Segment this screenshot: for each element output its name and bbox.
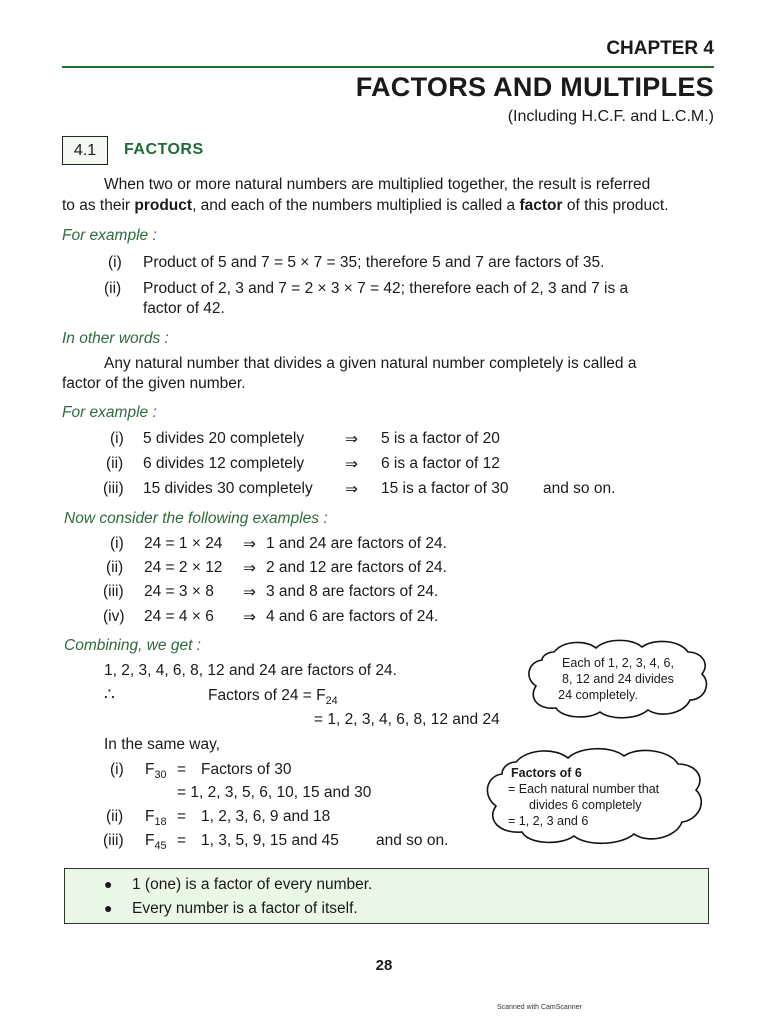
equation: 24 = 3 × 8 [144, 583, 214, 600]
list-item-continued: factor of 42. [143, 300, 225, 317]
definition-line-1: Any natural number that divides a given natural number completely is called a [104, 355, 637, 372]
therefore-symbol: ∴ [104, 685, 115, 704]
equation: 24 = 1 × 24 [144, 535, 223, 552]
f24-subscript: 24 [325, 695, 338, 707]
chapter-label: CHAPTER 4 [606, 38, 714, 59]
factor-statement: 6 is a factor of 12 [381, 455, 500, 472]
list-number: (i) [110, 430, 124, 447]
factor-set-symbol [145, 832, 167, 850]
list-item: Product of 2, 3 and 7 = 2 × 3 × 7 = 42; therefore each of 2, 3 and 7 is a [143, 280, 629, 297]
list-number: (ii) [106, 808, 124, 825]
equation-result: 4 and 6 are factors of 24. [266, 608, 439, 625]
factor-set-values: 1, 2, 3, 6, 9 and 18 [201, 808, 331, 825]
bullet-icon: ● [104, 876, 113, 892]
f24-definition [208, 687, 338, 705]
f24-values: = 1, 2, 3, 4, 6, 8, 12 and 24 [314, 711, 500, 728]
thought-cloud-icon [482, 746, 708, 848]
factor-symbol: F [145, 761, 155, 778]
intro-text: of this product. [562, 197, 669, 214]
combining-statement: 1, 2, 3, 4, 6, 8, 12 and 24 are factors of 24. [104, 662, 397, 679]
equation-result: 1 and 24 are factors of 24. [266, 535, 447, 552]
list-number: (ii) [106, 455, 124, 472]
consider-heading: Now consider the following examples : [64, 510, 328, 527]
list-number: (ii) [104, 280, 122, 297]
implies-arrow: ⇒ [345, 431, 358, 448]
key-point: 1 (one) is a factor of every number. [132, 876, 373, 893]
equation: 24 = 2 × 12 [144, 559, 223, 576]
equation-result: 2 and 12 are factors of 24. [266, 559, 447, 576]
factor-set-values: Factors of 30 [201, 761, 292, 778]
factor-set-symbol [145, 808, 167, 826]
intro-text: to as their [62, 197, 135, 214]
cloud-note-line-2: 8, 12 and 24 divides [562, 672, 674, 686]
page-title: FACTORS AND MULTIPLES [355, 72, 714, 102]
term-product: product [134, 197, 193, 214]
same-way-heading: In the same way, [104, 736, 221, 753]
factor-set-values: 1, 3, 5, 9, 15 and 45 [201, 832, 339, 849]
implies-arrow: ⇒ [345, 456, 358, 473]
intro-line-2 [62, 197, 669, 215]
f24-label: Factors of 24 = F [208, 687, 326, 704]
factor-set-symbol [145, 761, 167, 779]
definition-line-2: factor of the given number. [62, 375, 246, 392]
header-rule [62, 66, 714, 68]
factor-subscript: 30 [154, 769, 167, 781]
equation: 24 = 4 × 6 [144, 608, 214, 625]
page-number: 28 [375, 957, 393, 974]
intro-line-1: When two or more natural numbers are multiplied together, the result is referred [104, 176, 651, 193]
example-heading: For example : [62, 227, 157, 244]
intro-text: , and each of the numbers multiplied is called a [192, 197, 520, 214]
cloud-note-line-1: Each of 1, 2, 3, 4, 6, [562, 656, 674, 670]
implies-arrow: ⇒ [243, 536, 256, 553]
cloud-note-line-1: = Each natural number that [508, 782, 660, 796]
implies-arrow: ⇒ [243, 609, 256, 626]
divides-statement: 15 divides 30 completely [143, 480, 313, 497]
equals-sign: = [177, 808, 187, 825]
section-number-box: 4.1 [62, 136, 108, 165]
cloud-title: Factors of 6 [511, 766, 582, 780]
cloud-note-line-3: 24 completely. [558, 688, 638, 702]
page-subtitle: (Including H.C.F. and L.C.M.) [507, 108, 714, 125]
list-item: Product of 5 and 7 = 5 × 7 = 35; therefore 5 and 7 are factors of 35. [143, 254, 605, 271]
list-number: (i) [110, 535, 124, 552]
factor-subscript: 45 [154, 840, 167, 852]
implies-arrow: ⇒ [243, 560, 256, 577]
list-number: (i) [110, 761, 124, 778]
factor-statement: 15 is a factor of 30 [381, 480, 509, 497]
factor-subscript: 18 [154, 816, 167, 828]
implies-arrow: ⇒ [243, 584, 256, 601]
other-words-heading: In other words : [62, 330, 169, 347]
and-so-on: and so on. [543, 480, 616, 497]
cloud-note-line-3: = 1, 2, 3 and 6 [508, 814, 589, 828]
cloud-note-line-2: divides 6 completely [529, 798, 642, 812]
and-so-on: and so on. [376, 832, 449, 849]
list-number: (iii) [103, 832, 124, 849]
divides-statement: 5 divides 20 completely [143, 430, 305, 447]
factor-symbol: F [145, 832, 155, 849]
combining-heading: Combining, we get : [64, 637, 201, 654]
factor-symbol: F [145, 808, 155, 825]
factor-statement: 5 is a factor of 20 [381, 430, 500, 447]
divides-statement: 6 divides 12 completely [143, 455, 305, 472]
equals-sign: = [177, 832, 187, 849]
scanner-watermark: Scanned with CamScanner [497, 1004, 582, 1011]
equation-result: 3 and 8 are factors of 24. [266, 583, 439, 600]
list-number: (ii) [106, 559, 124, 576]
list-number: (iii) [103, 480, 124, 497]
list-number: (iv) [103, 608, 125, 625]
key-point: Every number is a factor of itself. [132, 900, 358, 917]
list-number: (i) [108, 254, 122, 271]
implies-arrow: ⇒ [345, 481, 358, 498]
list-number: (iii) [103, 583, 124, 600]
term-factor: factor [519, 197, 563, 214]
section-title: FACTORS [124, 141, 204, 158]
equals-sign: = [177, 761, 187, 778]
factor-set-values: = 1, 2, 3, 5, 6, 10, 15 and 30 [177, 784, 372, 801]
bullet-icon: ● [104, 900, 113, 916]
example-heading: For example : [62, 404, 157, 421]
